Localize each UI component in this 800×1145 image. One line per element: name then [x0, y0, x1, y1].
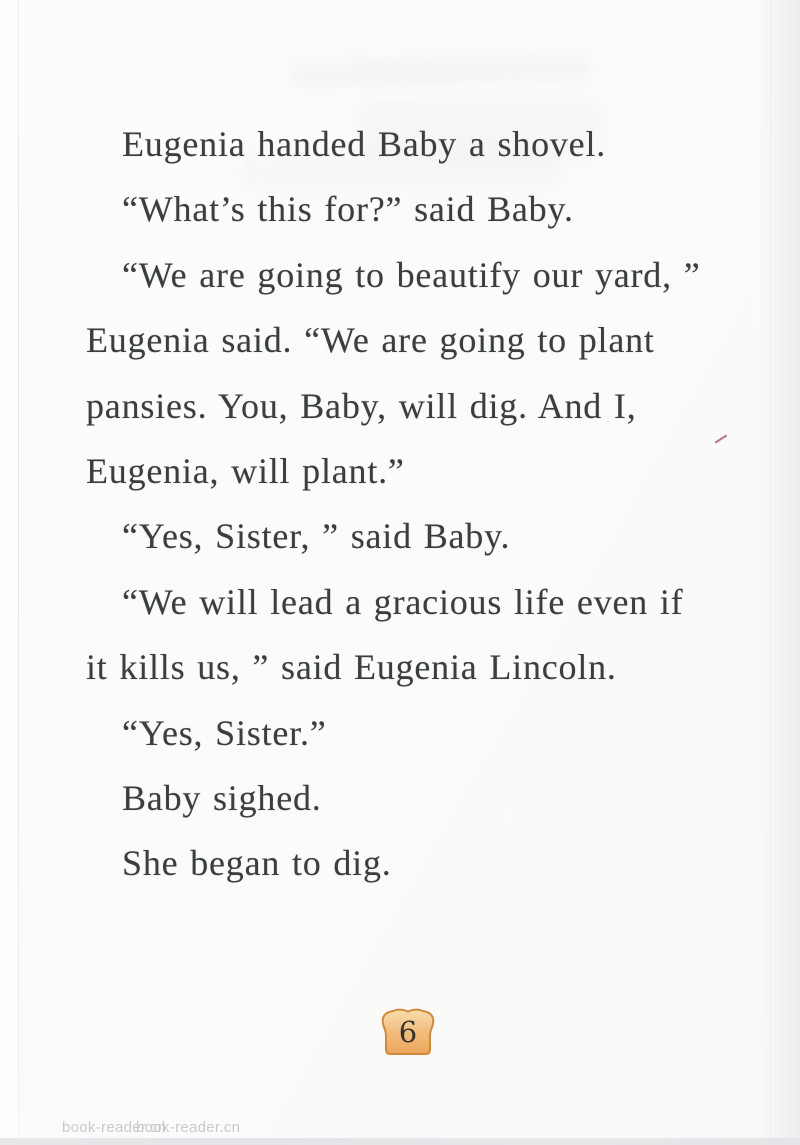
scan-left-edge [0, 0, 18, 1145]
page-right-edge-line [770, 0, 771, 1145]
text-line: “Yes, Sister, ” said Baby. [122, 516, 511, 557]
text-line: She began to dig. [122, 843, 392, 884]
page-number: 6 [398, 1015, 418, 1049]
text-line: “What’s this for?” said Baby. [122, 189, 574, 230]
page-fold-line [18, 0, 19, 1145]
watermark-text: book-reader.cn [136, 1119, 241, 1136]
text-line: pansies. You, Baby, will dig. And I, [86, 385, 637, 426]
page-number-badge [377, 1005, 439, 1059]
text-line: Eugenia handed Baby a shovel. [122, 124, 607, 164]
text-line: Baby sighed. [122, 778, 322, 819]
text-line: Eugenia said. “We are going to plant [86, 320, 655, 361]
text-line: “We will lead a gracious life even if [122, 581, 684, 622]
scan-bottom-edge [0, 1138, 800, 1145]
page-bleedthrough [290, 55, 590, 86]
text-line: Eugenia, will plant.” [86, 451, 405, 492]
text-line: “Yes, Sister.” [122, 712, 327, 753]
text-block [86, 112, 766, 897]
text-line: it kills us, ” said Eugenia Lincoln. [86, 647, 617, 688]
watermark-text: book-reader.cn [62, 1119, 167, 1136]
watermark [62, 1119, 241, 1139]
text-line: “We are going to beautify our yard, ” [122, 254, 701, 295]
